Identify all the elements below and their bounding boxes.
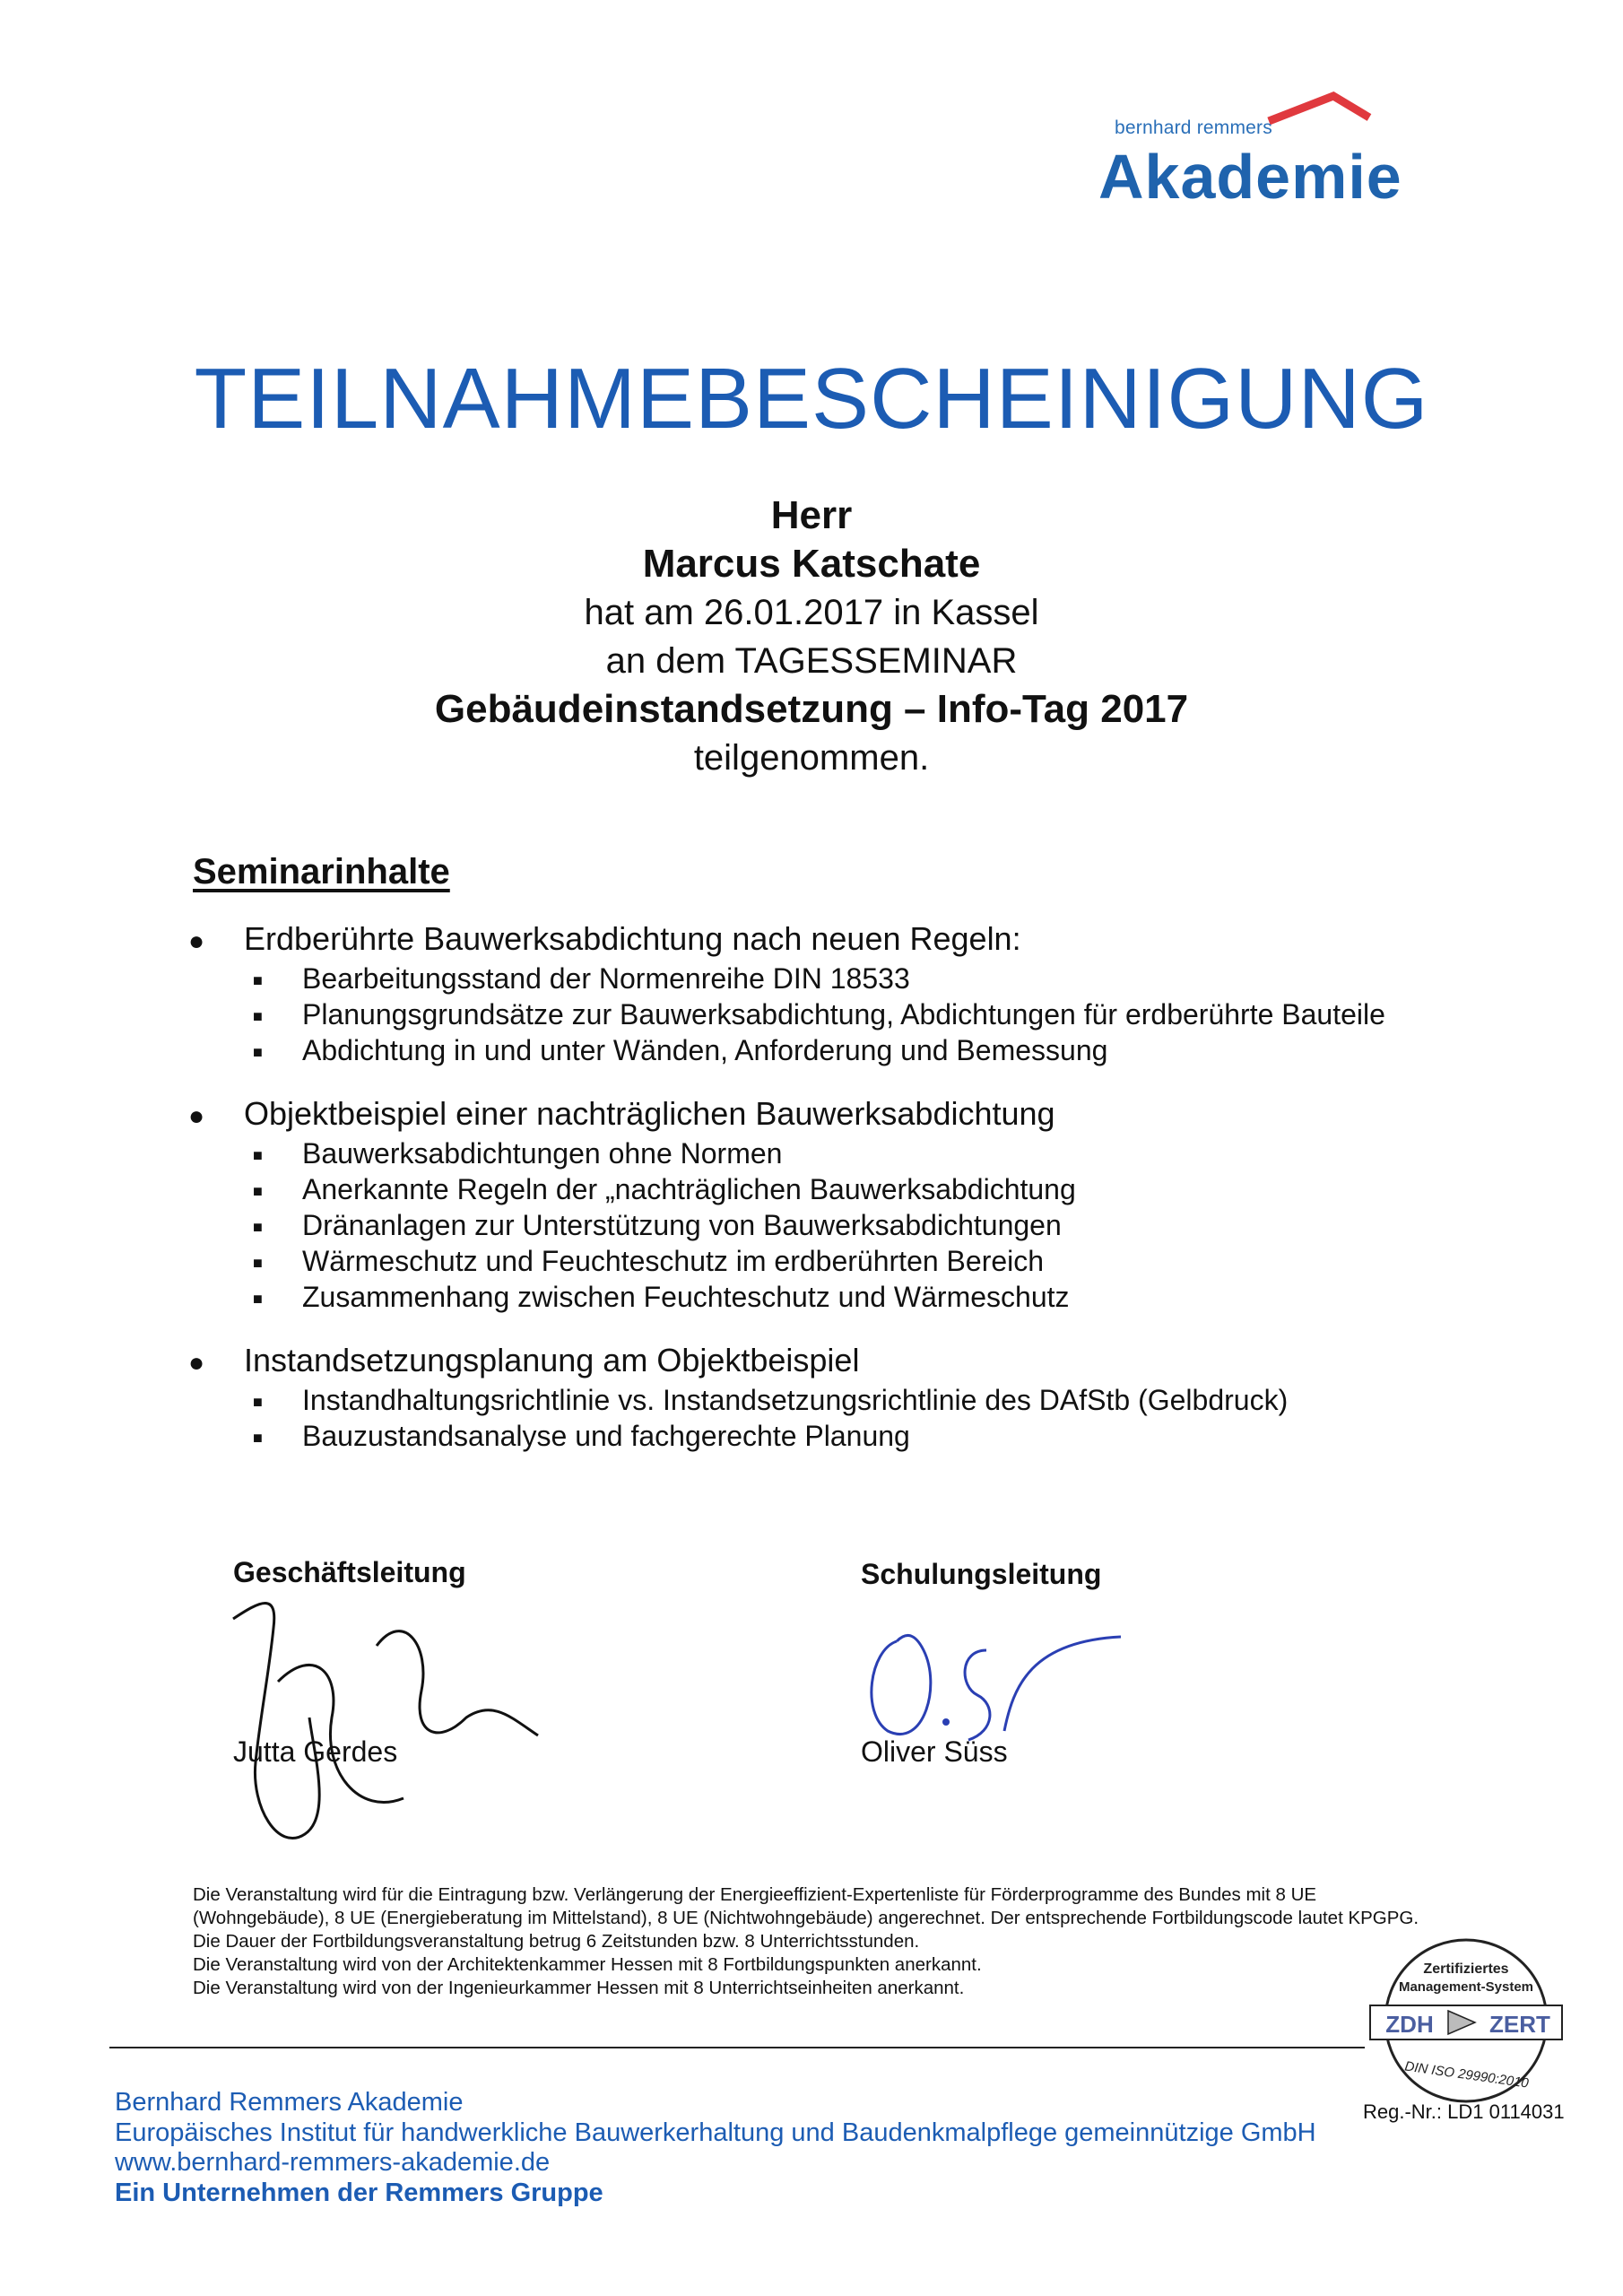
fineprint-notes [193,1883,1448,2000]
list-item: ■ Bauzustandsanalyse und fachgerechte Planung [253,1419,1444,1455]
salutation: Herr [770,493,853,537]
certificate-title: TEILNAHMEBESCHEINIGUNG [194,351,1429,447]
roof-icon [1260,91,1376,126]
management-signature-title: Geschäftsleitung [233,1556,466,1588]
training-signature-icon [861,1614,1130,1749]
training-signature-title: Schulungsleitung [861,1558,1102,1590]
date-location-line: hat am 26.01.2017 in Kassel [584,593,1039,632]
event-type-line: an dem TAGESSEMINAR [605,641,1018,681]
square-bullet-icon: ■ [253,1290,263,1308]
management-signature-name: Jutta Gerdes [233,1735,398,1768]
topic [188,1341,1444,1455]
note: Die Dauer der Fortbildungsveranstaltung betrug 6 Zeitstunden bzw. 8 Unterrichtsstunden. [193,1931,920,1952]
seal-top-line1: Zertifiziertes [1423,1961,1509,1977]
seminar-contents-heading: Seminarinhalte [193,852,450,891]
topic [188,919,1444,1069]
bullet-icon: ● [188,926,205,956]
note: Die Veranstaltung wird für die Eintragung bzw. Verlängerung der Energieeffizient-Expertenliste für Förderprogramme des Bundes mit 8 UE (Wohngebäude), 8 UE (Energieberatung im Mittelstand), 8 UE (Nichtwohngebäude) angerechnet. Der entsprechende Fortbildungscode lautet KPGPG. [193,1884,1419,1928]
square-bullet-icon: ■ [253,1393,263,1411]
registration-number: Reg.-Nr.: LD1 0114031 [1363,2100,1565,2123]
seal-top-line2: Management-System [1398,1979,1534,1995]
footer-website-link[interactable]: www.bernhard-remmers-akademie.de [115,2148,551,2177]
topic-title: Erdberührte Bauwerksabdichtung nach neuen Regeln: [244,920,1021,957]
list-item: ■ Bauwerksabdichtungen ohne Normen [253,1136,1444,1172]
footer [115,2088,1316,2208]
list-item: ■ Abdichtung in und unter Wänden, Anforderung und Bemessung [253,1033,1444,1069]
bullet-icon: ● [188,1348,205,1378]
bullet-icon: ● [188,1101,205,1131]
seal-bottom-text: DIN ISO 29990:2010 [1403,2058,1530,2092]
logo-brand-big: Akademie [1098,142,1402,212]
list-item: ■ Anerkannte Regeln der „nachträglichen Bauwerksabdichtung [253,1172,1444,1208]
square-bullet-icon: ■ [253,971,263,989]
seal-right-text: ZERT [1489,2011,1550,2038]
training-signature-name: Oliver Süss [861,1735,1008,1768]
akademie-logo [1098,85,1439,211]
topic [188,1094,1444,1316]
management-signature-icon [224,1592,547,1861]
square-bullet-icon: ■ [253,1007,263,1025]
square-bullet-icon: ■ [253,1218,263,1236]
logo-brand-small: bernhard remmers [1115,117,1272,138]
footer-institute: Europäisches Institut für handwerkliche Bauwerkerhaltung und Baudenkmalpflege gemeinnützige GmbH [115,2118,1316,2147]
square-bullet-icon: ■ [253,1043,263,1061]
participant-name: Marcus Katschate [642,542,981,586]
note: Die Veranstaltung wird von der Ingenieurkammer Hessen mit 8 Unterrichtseinheiten anerkannt. [193,1978,965,1998]
list-item: ■ Dränanlagen zur Unterstützung von Bauwerksabdichtungen [253,1208,1444,1244]
footer-divider [109,2047,1365,2048]
participant-block [0,491,1623,782]
square-bullet-icon: ■ [253,1146,263,1164]
square-bullet-icon: ■ [253,1254,263,1272]
footer-org-name: Bernhard Remmers Akademie [115,2088,464,2117]
footer-group: Ein Unternehmen der Remmers Gruppe [115,2178,603,2207]
zdh-zert-seal [1363,1935,1569,2106]
list-item: ■ Instandhaltungsrichtlinie vs. Instandsetzungsrichtlinie des DAfStb (Gelbdruck) [253,1383,1444,1419]
list-item: ■ Bearbeitungsstand der Normenreihe DIN 18533 [253,961,1444,997]
note: Die Veranstaltung wird von der Architektenkammer Hessen mit 8 Fortbildungspunkten anerkannt. [193,1954,982,1975]
square-bullet-icon: ■ [253,1182,263,1200]
list-item: ■ Wärmeschutz und Feuchteschutz im erdberührten Bereich [253,1244,1444,1280]
attended-line: teilgenommen. [693,738,930,778]
list-item: ■ Zusammenhang zwischen Feuchteschutz und Wärmeschutz [253,1280,1444,1316]
topics-list [188,919,1444,1480]
square-bullet-icon: ■ [253,1429,263,1447]
seal-left-text: ZDH [1385,2011,1434,2038]
seminar-title: Gebäudeinstandsetzung – Info-Tag 2017 [434,687,1189,731]
topic-title: Objektbeispiel einer nachträglichen Bauwerksabdichtung [244,1095,1055,1132]
topic-title: Instandsetzungsplanung am Objektbeispiel [244,1342,860,1378]
list-item: ■ Planungsgrundsätze zur Bauwerksabdichtung, Abdichtungen für erdberührte Bauteile [253,997,1444,1033]
